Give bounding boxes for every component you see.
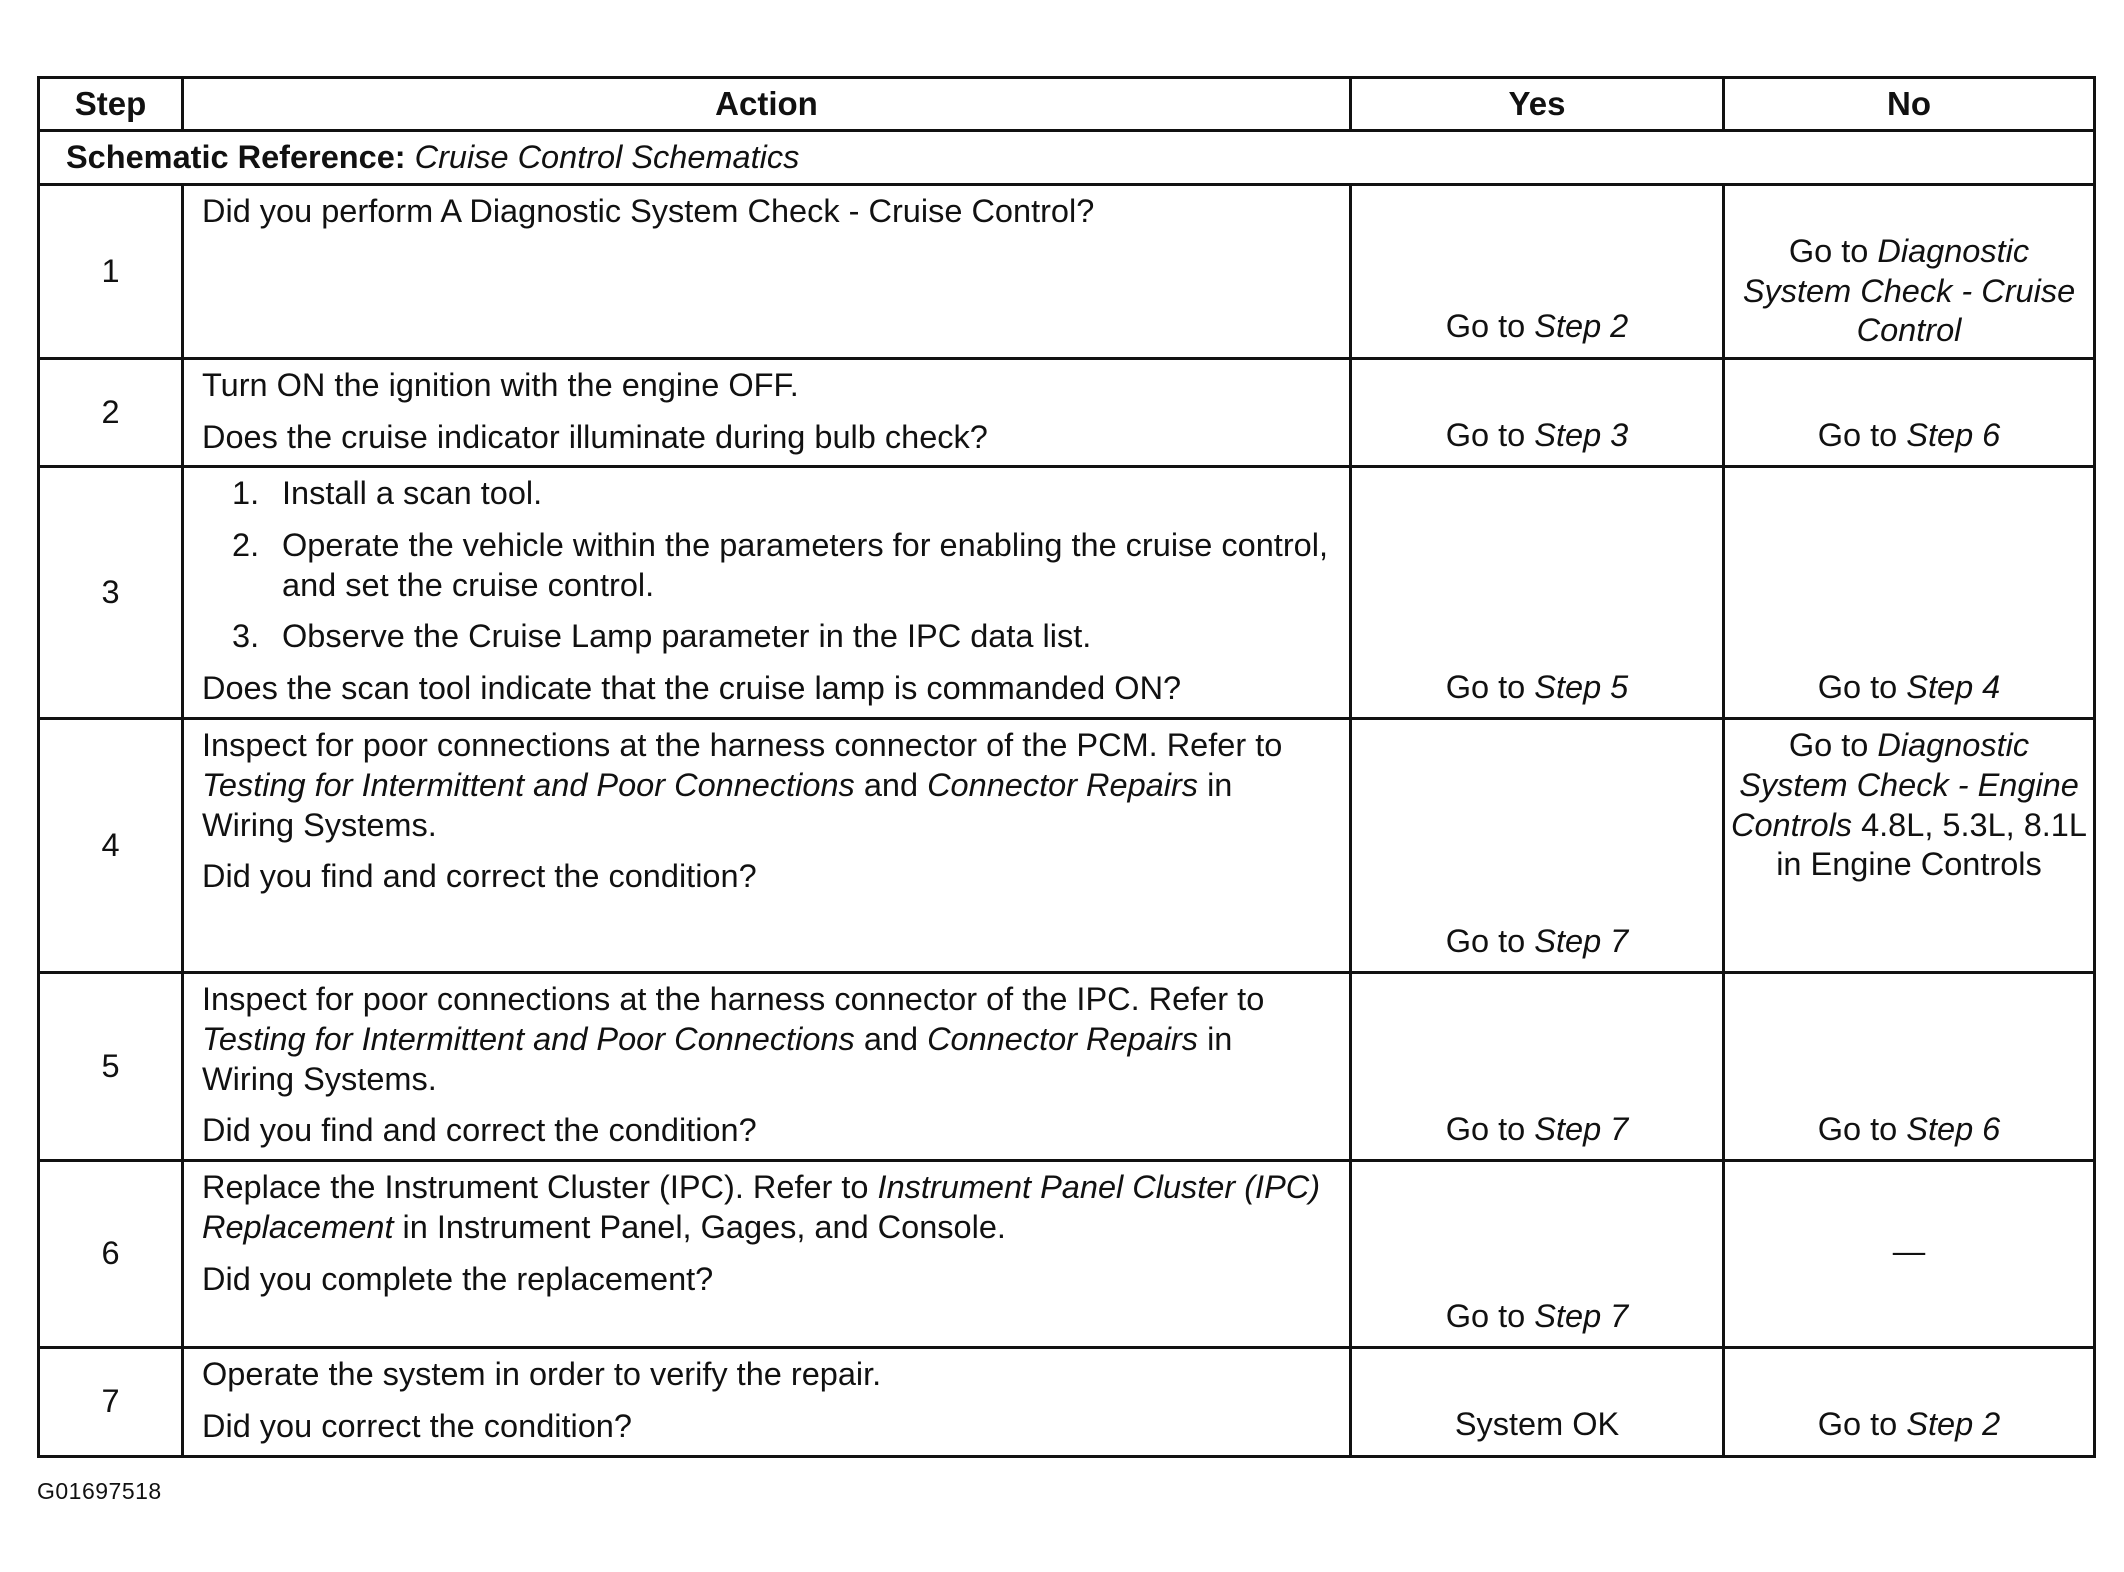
step-number: 3 xyxy=(39,467,183,719)
question-text: Does the cruise indicator illuminate during bulb check? xyxy=(202,418,988,455)
action-cell xyxy=(183,719,1351,973)
yes-prefix: Go to xyxy=(1445,922,1526,959)
no-prefix: Go to xyxy=(1817,416,1898,453)
no-cell xyxy=(1724,359,2095,467)
schematic-label: Schematic Reference: xyxy=(66,138,406,175)
table-row-step-6 xyxy=(39,1161,2095,1348)
action-text xyxy=(202,1168,1331,1247)
reference-link-testing[interactable]: Testing for Intermittent and Poor Connections xyxy=(202,766,855,803)
action-text-lead: Inspect for poor connections at the harness connector of the PCM. Refer to xyxy=(202,727,1283,764)
action-text-lead: Replace the Instrument Cluster (IPC). Refer to xyxy=(202,1169,869,1206)
no-cell xyxy=(1724,719,2095,973)
no-cell xyxy=(1724,1348,2095,1456)
no-cell xyxy=(1724,467,2095,719)
yes-prefix: Go to xyxy=(1445,308,1526,345)
yes-cell xyxy=(1351,1161,1724,1348)
action-text-and: and xyxy=(863,1020,919,1057)
no-link[interactable]: Step 2 xyxy=(1906,1405,2001,1442)
header-yes: Yes xyxy=(1351,78,1724,131)
table-row-step-5 xyxy=(39,973,2095,1161)
table-row-step-4 xyxy=(39,719,2095,973)
action-text-suffix: in Instrument Panel, Gages, and Console. xyxy=(402,1208,1006,1245)
no-link[interactable]: Step 6 xyxy=(1906,1110,2001,1147)
list-item-text: Operate the vehicle within the parameters for enabling the cruise control, and set the cruise control. xyxy=(282,526,1328,603)
list-item xyxy=(202,526,1331,605)
action-text-and: and xyxy=(863,766,919,803)
action-cell xyxy=(183,1348,1351,1456)
reference-link-testing[interactable]: Testing for Intermittent and Poor Connections xyxy=(202,1020,855,1057)
reference-link-connector-repairs[interactable]: Connector Repairs xyxy=(927,1020,1199,1057)
action-cell xyxy=(183,467,1351,719)
yes-cell xyxy=(1351,359,1724,467)
schematic-reference xyxy=(39,131,2095,185)
no-cell xyxy=(1724,1161,2095,1348)
yes-cell xyxy=(1351,1348,1724,1456)
step-number: 2 xyxy=(39,359,183,467)
question-text: Did you complete the replacement? xyxy=(202,1260,714,1297)
yes-link[interactable]: Step 7 xyxy=(1534,1297,1629,1334)
yes-text: System OK xyxy=(1454,1405,1620,1442)
question-text: Does the scan tool indicate that the cruise lamp is commanded ON? xyxy=(202,669,1182,706)
action-cell xyxy=(183,359,1351,467)
action-text xyxy=(202,726,1331,845)
figure-id: G01697518 xyxy=(37,1478,162,1504)
yes-cell xyxy=(1351,185,1724,359)
no-prefix: Go to xyxy=(1788,233,1869,270)
yes-link[interactable]: Step 7 xyxy=(1534,922,1629,959)
action-text xyxy=(202,980,1331,1099)
instruction-list xyxy=(202,474,1331,657)
table-row-step-2 xyxy=(39,359,2095,467)
no-link[interactable]: Diagnostic System Check - Engine Controls xyxy=(1731,727,2079,843)
header-no: No xyxy=(1724,78,2095,131)
action-text: Turn ON the ignition with the engine OFF. xyxy=(202,367,799,403)
reference-link-connector-repairs[interactable]: Connector Repairs xyxy=(927,766,1199,803)
yes-link[interactable]: Step 3 xyxy=(1534,416,1629,453)
no-prefix: Go to xyxy=(1788,727,1869,764)
no-link[interactable]: Step 6 xyxy=(1906,416,2001,453)
yes-prefix: Go to xyxy=(1445,416,1526,453)
step-number: 5 xyxy=(39,973,183,1161)
question-text: Did you find and correct the condition? xyxy=(202,1112,757,1149)
yes-link[interactable]: Step 2 xyxy=(1534,308,1629,345)
header-row xyxy=(39,78,2095,131)
action-text-suffix: in Wiring Systems. xyxy=(202,1020,1233,1097)
step-number: 6 xyxy=(39,1161,183,1348)
action-text-lead: Inspect for poor connections at the harness connector of the IPC. Refer to xyxy=(202,981,1265,1018)
no-prefix: Go to xyxy=(1817,668,1898,705)
yes-link[interactable]: Step 7 xyxy=(1534,1110,1629,1147)
list-item-number: 3. xyxy=(232,618,260,655)
yes-prefix: Go to xyxy=(1445,668,1526,705)
yes-prefix: Go to xyxy=(1445,1110,1526,1147)
yes-link[interactable]: Step 5 xyxy=(1534,668,1629,705)
action-cell xyxy=(183,973,1351,1161)
list-item-text: Install a scan tool. xyxy=(282,475,543,512)
list-item xyxy=(202,617,1331,657)
no-link[interactable]: Step 4 xyxy=(1906,668,2001,705)
header-action: Action xyxy=(183,78,1351,131)
question-text: Did you perform A Diagnostic System Check - Cruise Control? xyxy=(202,193,1095,229)
schematic-row xyxy=(39,131,2095,185)
no-prefix: Go to xyxy=(1817,1405,1898,1442)
no-link[interactable]: Diagnostic System Check - Cruise Control xyxy=(1742,233,2076,349)
list-item-number: 2. xyxy=(232,526,260,563)
no-prefix: Go to xyxy=(1817,1110,1898,1147)
question-text: Did you find and correct the condition? xyxy=(202,858,757,895)
list-item xyxy=(202,474,1331,514)
list-item-number: 1. xyxy=(232,475,260,512)
no-cell xyxy=(1724,185,2095,359)
header-step: Step xyxy=(39,78,183,131)
question-text: Did you correct the condition? xyxy=(202,1407,632,1444)
no-suffix: 4.8L, 5.3L, 8.1L in Engine Controls xyxy=(1776,806,2087,883)
step-number: 7 xyxy=(39,1348,183,1456)
table-row-step-7 xyxy=(39,1348,2095,1456)
no-dash: — xyxy=(1892,1233,1926,1270)
no-cell xyxy=(1724,973,2095,1161)
step-number: 4 xyxy=(39,719,183,973)
yes-cell xyxy=(1351,719,1724,973)
action-text-suffix: in Wiring Systems. xyxy=(202,766,1233,843)
table-row-step-3 xyxy=(39,467,2095,719)
reference-link-ipc-replacement[interactable]: Instrument Panel Cluster (IPC) Replacement xyxy=(202,1169,1321,1245)
action-cell xyxy=(183,1161,1351,1348)
action-text: Operate the system in order to verify the repair. xyxy=(202,1356,882,1393)
schematic-link[interactable]: Cruise Control Schematics xyxy=(414,138,800,175)
list-item-text: Observe the Cruise Lamp parameter in the IPC data list. xyxy=(282,618,1092,655)
yes-prefix: Go to xyxy=(1445,1297,1526,1334)
action-cell xyxy=(183,185,1351,359)
step-number: 1 xyxy=(39,185,183,359)
yes-cell xyxy=(1351,467,1724,719)
table-row-step-1 xyxy=(39,185,2095,359)
yes-cell xyxy=(1351,973,1724,1161)
diagnostic-table xyxy=(37,76,2096,1458)
